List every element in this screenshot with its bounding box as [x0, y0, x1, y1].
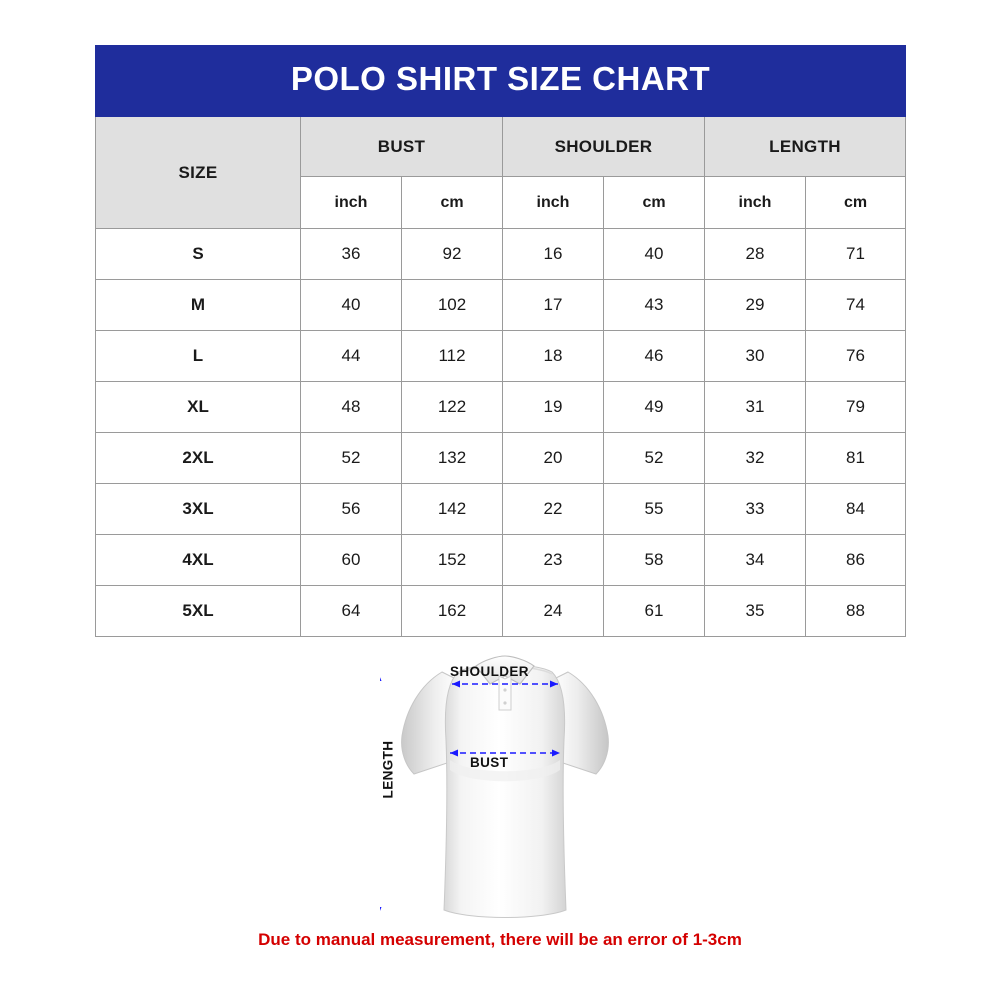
cell-shoulder-cm: 52 [604, 433, 705, 484]
unit-bust-inch: inch [301, 177, 402, 229]
cell-bust-cm: 112 [402, 331, 503, 382]
unit-shoulder-cm: cm [604, 177, 705, 229]
cell-shoulder-inch: 18 [503, 331, 604, 382]
header-length: LENGTH [705, 117, 906, 177]
cell-shoulder-cm: 46 [604, 331, 705, 382]
page-title: POLO SHIRT SIZE CHART [96, 46, 906, 117]
chart-title-row [96, 46, 906, 117]
cell-bust-cm: 102 [402, 280, 503, 331]
cell-length-inch: 29 [705, 280, 806, 331]
cell-bust-inch: 48 [301, 382, 402, 433]
polo-shirt-icon [380, 640, 630, 925]
table-row [96, 382, 906, 433]
table-row [96, 535, 906, 586]
measurement-note: Due to manual measurement, there will be an error of 1-3cm [258, 930, 742, 949]
unit-shoulder-inch: inch [503, 177, 604, 229]
length-label: LENGTH [380, 740, 396, 799]
length-arrow-top-icon [380, 672, 382, 681]
shirt-button-icon [503, 688, 506, 691]
cell-shoulder-cm: 43 [604, 280, 705, 331]
cell-length-cm: 88 [806, 586, 906, 637]
cell-shoulder-inch: 19 [503, 382, 604, 433]
cell-size: XL [96, 382, 301, 433]
cell-length-cm: 81 [806, 433, 906, 484]
cell-shoulder-inch: 16 [503, 229, 604, 280]
cell-bust-inch: 56 [301, 484, 402, 535]
cell-length-inch: 31 [705, 382, 806, 433]
cell-bust-inch: 60 [301, 535, 402, 586]
cell-bust-inch: 40 [301, 280, 402, 331]
table-row [96, 484, 906, 535]
cell-length-inch: 32 [705, 433, 806, 484]
cell-bust-cm: 142 [402, 484, 503, 535]
cell-size: 5XL [96, 586, 301, 637]
table-row [96, 280, 906, 331]
cell-bust-inch: 52 [301, 433, 402, 484]
table-row [96, 586, 906, 637]
cell-length-inch: 34 [705, 535, 806, 586]
cell-length-cm: 79 [806, 382, 906, 433]
measurement-diagram [340, 630, 670, 920]
cell-shoulder-cm: 55 [604, 484, 705, 535]
table-row [96, 433, 906, 484]
unit-length-inch: inch [705, 177, 806, 229]
cell-length-inch: 28 [705, 229, 806, 280]
cell-shoulder-inch: 22 [503, 484, 604, 535]
cell-size: 2XL [96, 433, 301, 484]
cell-shoulder-inch: 17 [503, 280, 604, 331]
unit-bust-cm: cm [402, 177, 503, 229]
cell-shoulder-cm: 61 [604, 586, 705, 637]
cell-bust-cm: 92 [402, 229, 503, 280]
cell-shoulder-cm: 49 [604, 382, 705, 433]
cell-length-cm: 74 [806, 280, 906, 331]
cell-shoulder-inch: 24 [503, 586, 604, 637]
table-row [96, 229, 906, 280]
cell-bust-cm: 122 [402, 382, 503, 433]
header-shoulder: SHOULDER [503, 117, 705, 177]
cell-shoulder-inch: 20 [503, 433, 604, 484]
cell-length-cm: 84 [806, 484, 906, 535]
cell-shoulder-cm: 58 [604, 535, 705, 586]
cell-length-inch: 33 [705, 484, 806, 535]
header-size: SIZE [96, 117, 301, 229]
cell-size: 4XL [96, 535, 301, 586]
cell-size: M [96, 280, 301, 331]
cell-length-cm: 86 [806, 535, 906, 586]
cell-length-inch: 35 [705, 586, 806, 637]
table-row [96, 331, 906, 382]
cell-size: 3XL [96, 484, 301, 535]
shirt-placket [499, 676, 511, 710]
cell-bust-inch: 44 [301, 331, 402, 382]
unit-length-cm: cm [806, 177, 906, 229]
cell-bust-cm: 162 [402, 586, 503, 637]
cell-bust-cm: 152 [402, 535, 503, 586]
size-chart-table [95, 45, 906, 637]
bust-label: BUST [470, 755, 509, 770]
header-bust: BUST [301, 117, 503, 177]
cell-size: S [96, 229, 301, 280]
cell-length-inch: 30 [705, 331, 806, 382]
cell-bust-cm: 132 [402, 433, 503, 484]
cell-length-cm: 76 [806, 331, 906, 382]
cell-shoulder-cm: 40 [604, 229, 705, 280]
shoulder-label: SHOULDER [450, 664, 529, 679]
length-arrow-bottom-icon [380, 907, 382, 916]
cell-size: L [96, 331, 301, 382]
cell-length-cm: 71 [806, 229, 906, 280]
shirt-button-icon [503, 701, 506, 704]
cell-shoulder-inch: 23 [503, 535, 604, 586]
size-chart-container [95, 45, 905, 637]
group-header-row [96, 117, 906, 177]
cell-bust-inch: 64 [301, 586, 402, 637]
cell-bust-inch: 36 [301, 229, 402, 280]
